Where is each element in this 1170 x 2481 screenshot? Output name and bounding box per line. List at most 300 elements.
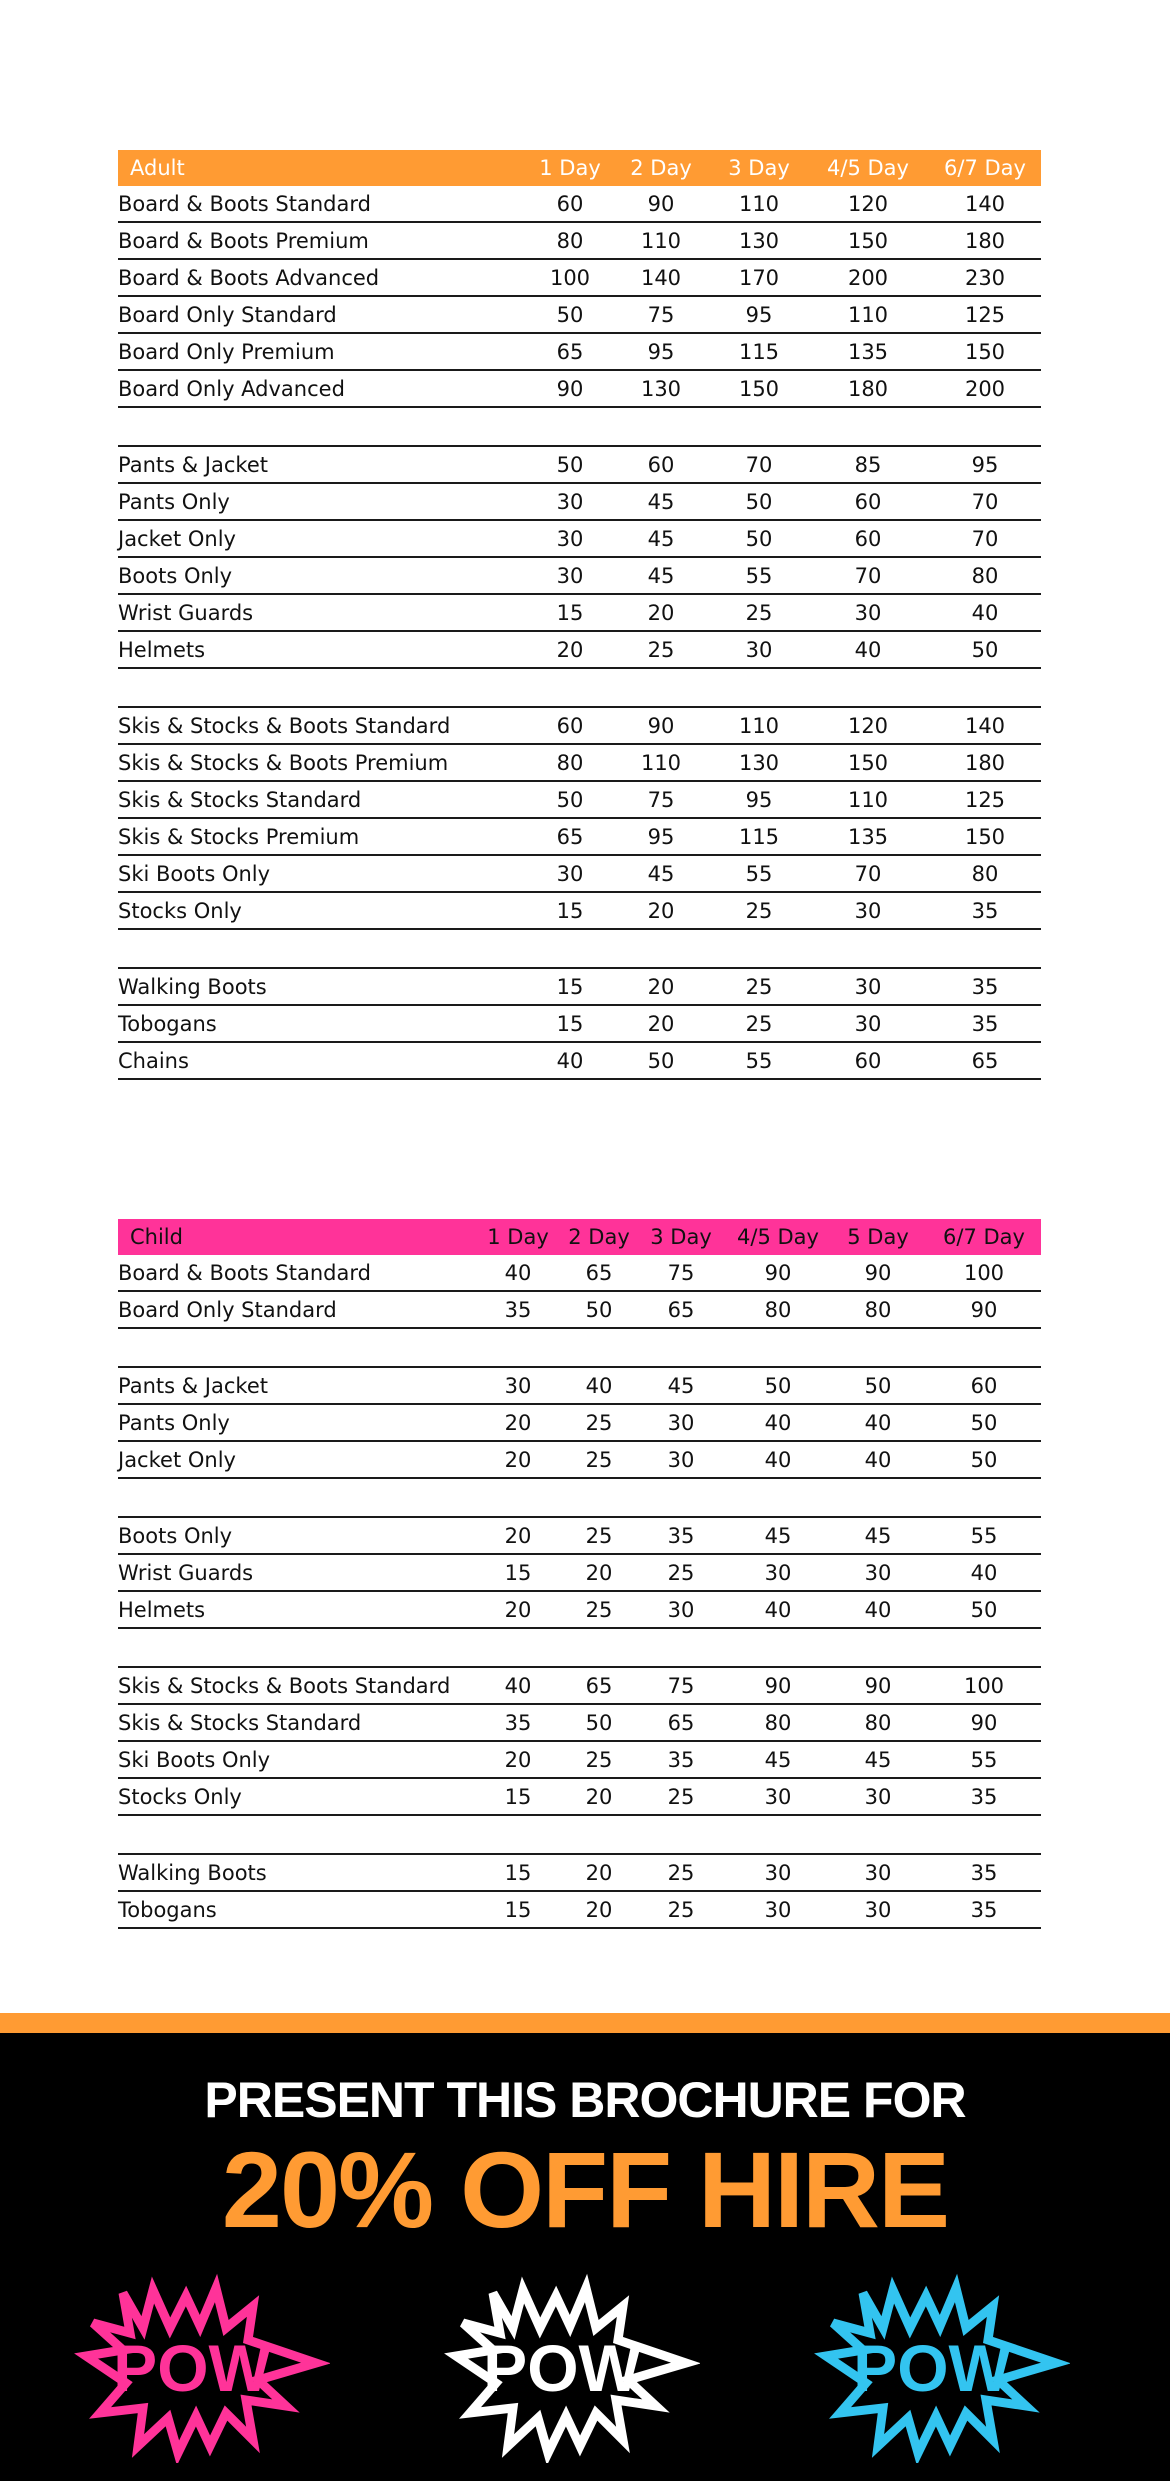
price-cell: 55 <box>745 1048 773 1073</box>
price-cell: 30 <box>764 1897 792 1922</box>
group-spacer-row <box>118 669 1041 708</box>
price-cell: 25 <box>667 1560 695 1585</box>
price-cell: 25 <box>745 898 773 923</box>
child-table-body <box>118 1255 1041 1929</box>
table-row <box>118 856 1041 893</box>
price-cell: 60 <box>970 1373 998 1398</box>
price-cell: 30 <box>556 563 584 588</box>
price-cell: 50 <box>556 452 584 477</box>
price-cell: 25 <box>585 1447 613 1472</box>
price-cell: 35 <box>667 1747 695 1772</box>
table-row <box>118 1043 1041 1080</box>
price-cell: 130 <box>640 376 682 401</box>
price-cell: 20 <box>504 1523 532 1548</box>
price-cell: 130 <box>738 750 780 775</box>
item-name: Pants & Jacket <box>118 1373 268 1398</box>
adult-table-header <box>118 150 1041 186</box>
table-row <box>118 260 1041 297</box>
price-cell: 25 <box>667 1860 695 1885</box>
price-cell: 20 <box>647 1011 675 1036</box>
table-row <box>118 484 1041 521</box>
table-row <box>118 1555 1041 1592</box>
table-row <box>118 297 1041 334</box>
price-cell: 55 <box>745 563 773 588</box>
item-name: Skis & Stocks Standard <box>118 1710 362 1735</box>
item-name: Wrist Guards <box>118 600 254 625</box>
pow-text: POW <box>853 2331 1011 2405</box>
price-cell: 200 <box>847 265 889 290</box>
price-cell: 95 <box>745 787 773 812</box>
price-cell: 180 <box>964 750 1006 775</box>
item-name: Board & Boots Premium <box>118 228 369 253</box>
price-cell: 30 <box>667 1447 695 1472</box>
price-cell: 170 <box>738 265 780 290</box>
price-cell: 180 <box>964 228 1006 253</box>
price-cell: 25 <box>667 1784 695 1809</box>
price-cell: 30 <box>864 1560 892 1585</box>
table-row <box>118 558 1041 595</box>
group-spacer-row <box>118 1479 1041 1518</box>
price-cell: 70 <box>745 452 773 477</box>
price-cell: 135 <box>847 339 889 364</box>
item-name: Tobogans <box>118 1011 217 1036</box>
adult-table-body <box>118 186 1041 1080</box>
price-cell: 90 <box>970 1297 998 1322</box>
item-name: Jacket Only <box>118 1447 236 1472</box>
price-cell: 110 <box>640 750 682 775</box>
price-cell: 40 <box>864 1597 892 1622</box>
price-cell: 15 <box>504 1784 532 1809</box>
pow-text: POW <box>113 2331 271 2405</box>
item-name: Board Only Standard <box>118 302 337 327</box>
column-header: 5 Day <box>847 1225 909 1249</box>
price-cell: 110 <box>640 228 682 253</box>
starburst-icon <box>440 2273 700 2463</box>
child-table-header <box>118 1219 1041 1255</box>
price-cell: 45 <box>647 489 675 514</box>
price-cell: 45 <box>647 526 675 551</box>
price-cell: 95 <box>745 302 773 327</box>
adult-price-table <box>118 150 1041 1080</box>
promo-banner <box>0 2033 1170 2481</box>
price-cell: 50 <box>585 1297 613 1322</box>
table-row <box>118 708 1041 745</box>
price-cell: 40 <box>585 1373 613 1398</box>
item-name: Pants Only <box>118 489 230 514</box>
price-cell: 75 <box>667 1673 695 1698</box>
price-cell: 20 <box>585 1560 613 1585</box>
column-header: 4/5 Day <box>737 1225 819 1249</box>
price-cell: 20 <box>504 1747 532 1772</box>
price-cell: 35 <box>970 1897 998 1922</box>
column-header: 4/5 Day <box>827 156 909 180</box>
price-cell: 30 <box>854 600 882 625</box>
price-cell: 70 <box>971 489 999 514</box>
price-cell: 50 <box>970 1447 998 1472</box>
price-cell: 30 <box>556 489 584 514</box>
item-name: Ski Boots Only <box>118 861 271 886</box>
price-cell: 60 <box>854 1048 882 1073</box>
item-name: Stocks Only <box>118 898 242 923</box>
price-cell: 50 <box>556 302 584 327</box>
price-cell: 60 <box>854 489 882 514</box>
group-spacer-row <box>118 930 1041 969</box>
price-cell: 20 <box>556 637 584 662</box>
price-cell: 40 <box>504 1260 532 1285</box>
table-row <box>118 632 1041 669</box>
table-row <box>118 1255 1041 1292</box>
price-cell: 90 <box>864 1260 892 1285</box>
promo-discount: 20% OFF HIRE <box>221 2129 949 2250</box>
table-row <box>118 371 1041 408</box>
price-cell: 30 <box>667 1410 695 1435</box>
pow-text: POW <box>483 2331 641 2405</box>
price-cell: 95 <box>647 339 675 364</box>
item-name: Skis & Stocks Standard <box>118 787 362 812</box>
price-cell: 230 <box>964 265 1006 290</box>
price-cell: 100 <box>963 1260 1005 1285</box>
item-name: Walking Boots <box>118 974 267 999</box>
item-name: Board Only Premium <box>118 339 335 364</box>
table-row <box>118 1855 1041 1892</box>
price-cell: 65 <box>971 1048 999 1073</box>
table-row <box>118 1006 1041 1043</box>
price-cell: 15 <box>556 1011 584 1036</box>
item-name: Pants & Jacket <box>118 452 268 477</box>
price-cell: 30 <box>764 1860 792 1885</box>
column-header: 1 Day <box>539 156 601 180</box>
price-cell: 70 <box>971 526 999 551</box>
price-cell: 45 <box>764 1523 792 1548</box>
price-cell: 75 <box>667 1260 695 1285</box>
price-cell: 90 <box>647 191 675 216</box>
item-name: Board Only Advanced <box>118 376 345 401</box>
item-name: Boots Only <box>118 563 233 588</box>
price-cell: 30 <box>854 898 882 923</box>
promo-headline: PRESENT THIS BROCHURE FOR <box>204 2072 966 2128</box>
price-cell: 50 <box>864 1373 892 1398</box>
price-cell: 40 <box>864 1410 892 1435</box>
price-cell: 45 <box>864 1747 892 1772</box>
price-cell: 45 <box>647 861 675 886</box>
price-cell: 35 <box>970 1860 998 1885</box>
table-row <box>118 819 1041 856</box>
item-name: Tobogans <box>118 1897 217 1922</box>
price-cell: 50 <box>556 787 584 812</box>
price-cell: 20 <box>647 974 675 999</box>
price-cell: 125 <box>964 302 1006 327</box>
price-cell: 40 <box>864 1447 892 1472</box>
price-cell: 35 <box>971 898 999 923</box>
table-row <box>118 1368 1041 1405</box>
item-name: Stocks Only <box>118 1784 242 1809</box>
price-cell: 90 <box>970 1710 998 1735</box>
starburst-icon <box>810 2273 1070 2463</box>
price-cell: 95 <box>647 824 675 849</box>
price-cell: 90 <box>647 713 675 738</box>
item-name: Skis & Stocks & Boots Premium <box>118 750 449 775</box>
price-cell: 30 <box>764 1784 792 1809</box>
price-cell: 30 <box>745 637 773 662</box>
item-name: Board Only Standard <box>118 1297 337 1322</box>
table-row <box>118 1779 1041 1816</box>
column-header: 6/7 Day <box>943 1225 1025 1249</box>
item-name: Wrist Guards <box>118 1560 254 1585</box>
promo-divider-bar <box>0 2013 1170 2033</box>
item-name: Boots Only <box>118 1523 233 1548</box>
price-cell: 130 <box>738 228 780 253</box>
item-name: Pants Only <box>118 1410 230 1435</box>
price-cell: 80 <box>864 1297 892 1322</box>
price-cell: 50 <box>585 1710 613 1735</box>
price-cell: 150 <box>847 750 889 775</box>
price-cell: 80 <box>864 1710 892 1735</box>
price-cell: 115 <box>738 824 780 849</box>
price-cell: 120 <box>847 713 889 738</box>
price-cell: 20 <box>585 1784 613 1809</box>
price-cell: 40 <box>764 1447 792 1472</box>
table-row <box>118 223 1041 260</box>
column-header: 2 Day <box>568 1225 630 1249</box>
table-row <box>118 521 1041 558</box>
column-header: 2 Day <box>630 156 692 180</box>
price-cell: 150 <box>847 228 889 253</box>
price-cell: 55 <box>745 861 773 886</box>
table-row <box>118 1292 1041 1329</box>
column-header: 3 Day <box>650 1225 712 1249</box>
table-row <box>118 1592 1041 1629</box>
price-cell: 80 <box>971 861 999 886</box>
price-cell: 30 <box>556 861 584 886</box>
price-cell: 30 <box>854 1011 882 1036</box>
price-cell: 20 <box>647 600 675 625</box>
starburst-icon <box>70 2273 330 2463</box>
column-header: 1 Day <box>487 1225 549 1249</box>
price-cell: 90 <box>556 376 584 401</box>
price-cell: 65 <box>556 824 584 849</box>
price-cell: 180 <box>847 376 889 401</box>
price-cell: 70 <box>854 861 882 886</box>
price-cell: 50 <box>970 1410 998 1435</box>
price-cell: 45 <box>647 563 675 588</box>
price-cell: 110 <box>738 713 780 738</box>
price-cell: 20 <box>504 1447 532 1472</box>
table-row <box>118 334 1041 371</box>
price-cell: 150 <box>964 339 1006 364</box>
price-cell: 45 <box>667 1373 695 1398</box>
table-row <box>118 1405 1041 1442</box>
price-cell: 100 <box>549 265 591 290</box>
table-row <box>118 745 1041 782</box>
item-name: Skis & Stocks & Boots Standard <box>118 1673 451 1698</box>
price-cell: 25 <box>585 1597 613 1622</box>
table-row <box>118 1705 1041 1742</box>
price-cell: 50 <box>971 637 999 662</box>
item-name: Walking Boots <box>118 1860 267 1885</box>
adult-table-title: Adult <box>130 156 185 180</box>
price-cell: 40 <box>971 600 999 625</box>
child-table-title: Child <box>130 1225 183 1249</box>
price-cell: 60 <box>854 526 882 551</box>
price-cell: 140 <box>640 265 682 290</box>
price-cell: 200 <box>964 376 1006 401</box>
price-cell: 50 <box>647 1048 675 1073</box>
price-cell: 110 <box>738 191 780 216</box>
table-row <box>118 1442 1041 1479</box>
price-cell: 30 <box>764 1560 792 1585</box>
price-cell: 25 <box>647 637 675 662</box>
price-cell: 80 <box>556 228 584 253</box>
group-spacer-row <box>118 1629 1041 1668</box>
item-name: Chains <box>118 1048 189 1073</box>
item-name: Skis & Stocks Premium <box>118 824 360 849</box>
price-cell: 70 <box>854 563 882 588</box>
price-cell: 20 <box>585 1860 613 1885</box>
price-cell: 65 <box>556 339 584 364</box>
price-cell: 35 <box>971 974 999 999</box>
price-cell: 150 <box>738 376 780 401</box>
price-cell: 30 <box>504 1373 532 1398</box>
price-cell: 135 <box>847 824 889 849</box>
price-cell: 35 <box>971 1011 999 1036</box>
price-cell: 25 <box>585 1523 613 1548</box>
table-row <box>118 1518 1041 1555</box>
price-cell: 90 <box>764 1673 792 1698</box>
price-cell: 100 <box>963 1673 1005 1698</box>
table-row <box>118 782 1041 819</box>
price-cell: 75 <box>647 302 675 327</box>
pow-badge-white <box>440 2273 700 2463</box>
price-cell: 20 <box>647 898 675 923</box>
price-cell: 20 <box>504 1597 532 1622</box>
price-cell: 80 <box>971 563 999 588</box>
table-row <box>118 595 1041 632</box>
price-cell: 20 <box>585 1897 613 1922</box>
item-name: Helmets <box>118 637 206 662</box>
price-cell: 50 <box>745 526 773 551</box>
price-cell: 110 <box>847 787 889 812</box>
price-cell: 60 <box>647 452 675 477</box>
price-cell: 140 <box>964 713 1006 738</box>
price-cell: 35 <box>667 1523 695 1548</box>
price-cell: 50 <box>970 1597 998 1622</box>
table-row <box>118 1892 1041 1929</box>
price-cell: 25 <box>667 1897 695 1922</box>
price-cell: 55 <box>970 1523 998 1548</box>
price-cell: 55 <box>970 1747 998 1772</box>
price-cell: 125 <box>964 787 1006 812</box>
price-cell: 80 <box>764 1710 792 1735</box>
price-cell: 30 <box>556 526 584 551</box>
table-row <box>118 447 1041 484</box>
price-cell: 40 <box>504 1673 532 1698</box>
price-cell: 40 <box>556 1048 584 1073</box>
price-cell: 120 <box>847 191 889 216</box>
price-cell: 35 <box>970 1784 998 1809</box>
price-cell: 85 <box>854 452 882 477</box>
price-cell: 20 <box>504 1410 532 1435</box>
price-cell: 45 <box>864 1523 892 1548</box>
price-cell: 45 <box>764 1747 792 1772</box>
item-name: Board & Boots Standard <box>118 1260 371 1285</box>
price-cell: 110 <box>847 302 889 327</box>
price-cell: 35 <box>504 1297 532 1322</box>
price-cell: 95 <box>971 452 999 477</box>
table-row <box>118 893 1041 930</box>
price-cell: 65 <box>667 1710 695 1735</box>
group-spacer-row <box>118 1329 1041 1368</box>
price-cell: 30 <box>864 1784 892 1809</box>
price-cell: 30 <box>864 1860 892 1885</box>
price-cell: 15 <box>504 1860 532 1885</box>
pow-badge-blue <box>810 2273 1070 2463</box>
adult-header-columns <box>118 150 1041 186</box>
table-row <box>118 1742 1041 1779</box>
price-cell: 50 <box>764 1373 792 1398</box>
item-name: Board & Boots Advanced <box>118 265 380 290</box>
price-cell: 65 <box>585 1260 613 1285</box>
price-cell: 25 <box>745 974 773 999</box>
table-row <box>118 1668 1041 1705</box>
table-row <box>118 969 1041 1006</box>
price-cell: 50 <box>745 489 773 514</box>
pow-badge-pink <box>70 2273 330 2463</box>
price-cell: 25 <box>585 1410 613 1435</box>
price-cell: 40 <box>764 1597 792 1622</box>
item-name: Skis & Stocks & Boots Standard <box>118 713 451 738</box>
price-cell: 15 <box>556 600 584 625</box>
price-cell: 75 <box>647 787 675 812</box>
price-cell: 30 <box>864 1897 892 1922</box>
table-row <box>118 186 1041 223</box>
price-cell: 60 <box>556 713 584 738</box>
price-cell: 25 <box>585 1747 613 1772</box>
price-cell: 150 <box>964 824 1006 849</box>
child-header-columns <box>118 1219 1041 1255</box>
price-cell: 65 <box>667 1297 695 1322</box>
price-cell: 15 <box>556 898 584 923</box>
price-cell: 90 <box>864 1673 892 1698</box>
price-cell: 30 <box>854 974 882 999</box>
price-cell: 140 <box>964 191 1006 216</box>
price-cell: 80 <box>764 1297 792 1322</box>
item-name: Ski Boots Only <box>118 1747 271 1772</box>
item-name: Helmets <box>118 1597 206 1622</box>
group-spacer-row <box>118 408 1041 447</box>
group-spacer-row <box>118 1816 1041 1855</box>
price-cell: 25 <box>745 600 773 625</box>
price-cell: 60 <box>556 191 584 216</box>
item-name: Board & Boots Standard <box>118 191 371 216</box>
price-cell: 80 <box>556 750 584 775</box>
price-cell: 90 <box>764 1260 792 1285</box>
child-price-table <box>118 1219 1041 1929</box>
price-cell: 30 <box>667 1597 695 1622</box>
price-cell: 25 <box>745 1011 773 1036</box>
price-cell: 40 <box>854 637 882 662</box>
price-cell: 15 <box>504 1897 532 1922</box>
price-cell: 40 <box>970 1560 998 1585</box>
price-cell: 15 <box>556 974 584 999</box>
column-header: 6/7 Day <box>944 156 1026 180</box>
price-cell: 40 <box>764 1410 792 1435</box>
price-cell: 35 <box>504 1710 532 1735</box>
column-header: 3 Day <box>728 156 790 180</box>
item-name: Jacket Only <box>118 526 236 551</box>
price-cell: 115 <box>738 339 780 364</box>
price-cell: 65 <box>585 1673 613 1698</box>
price-cell: 15 <box>504 1560 532 1585</box>
